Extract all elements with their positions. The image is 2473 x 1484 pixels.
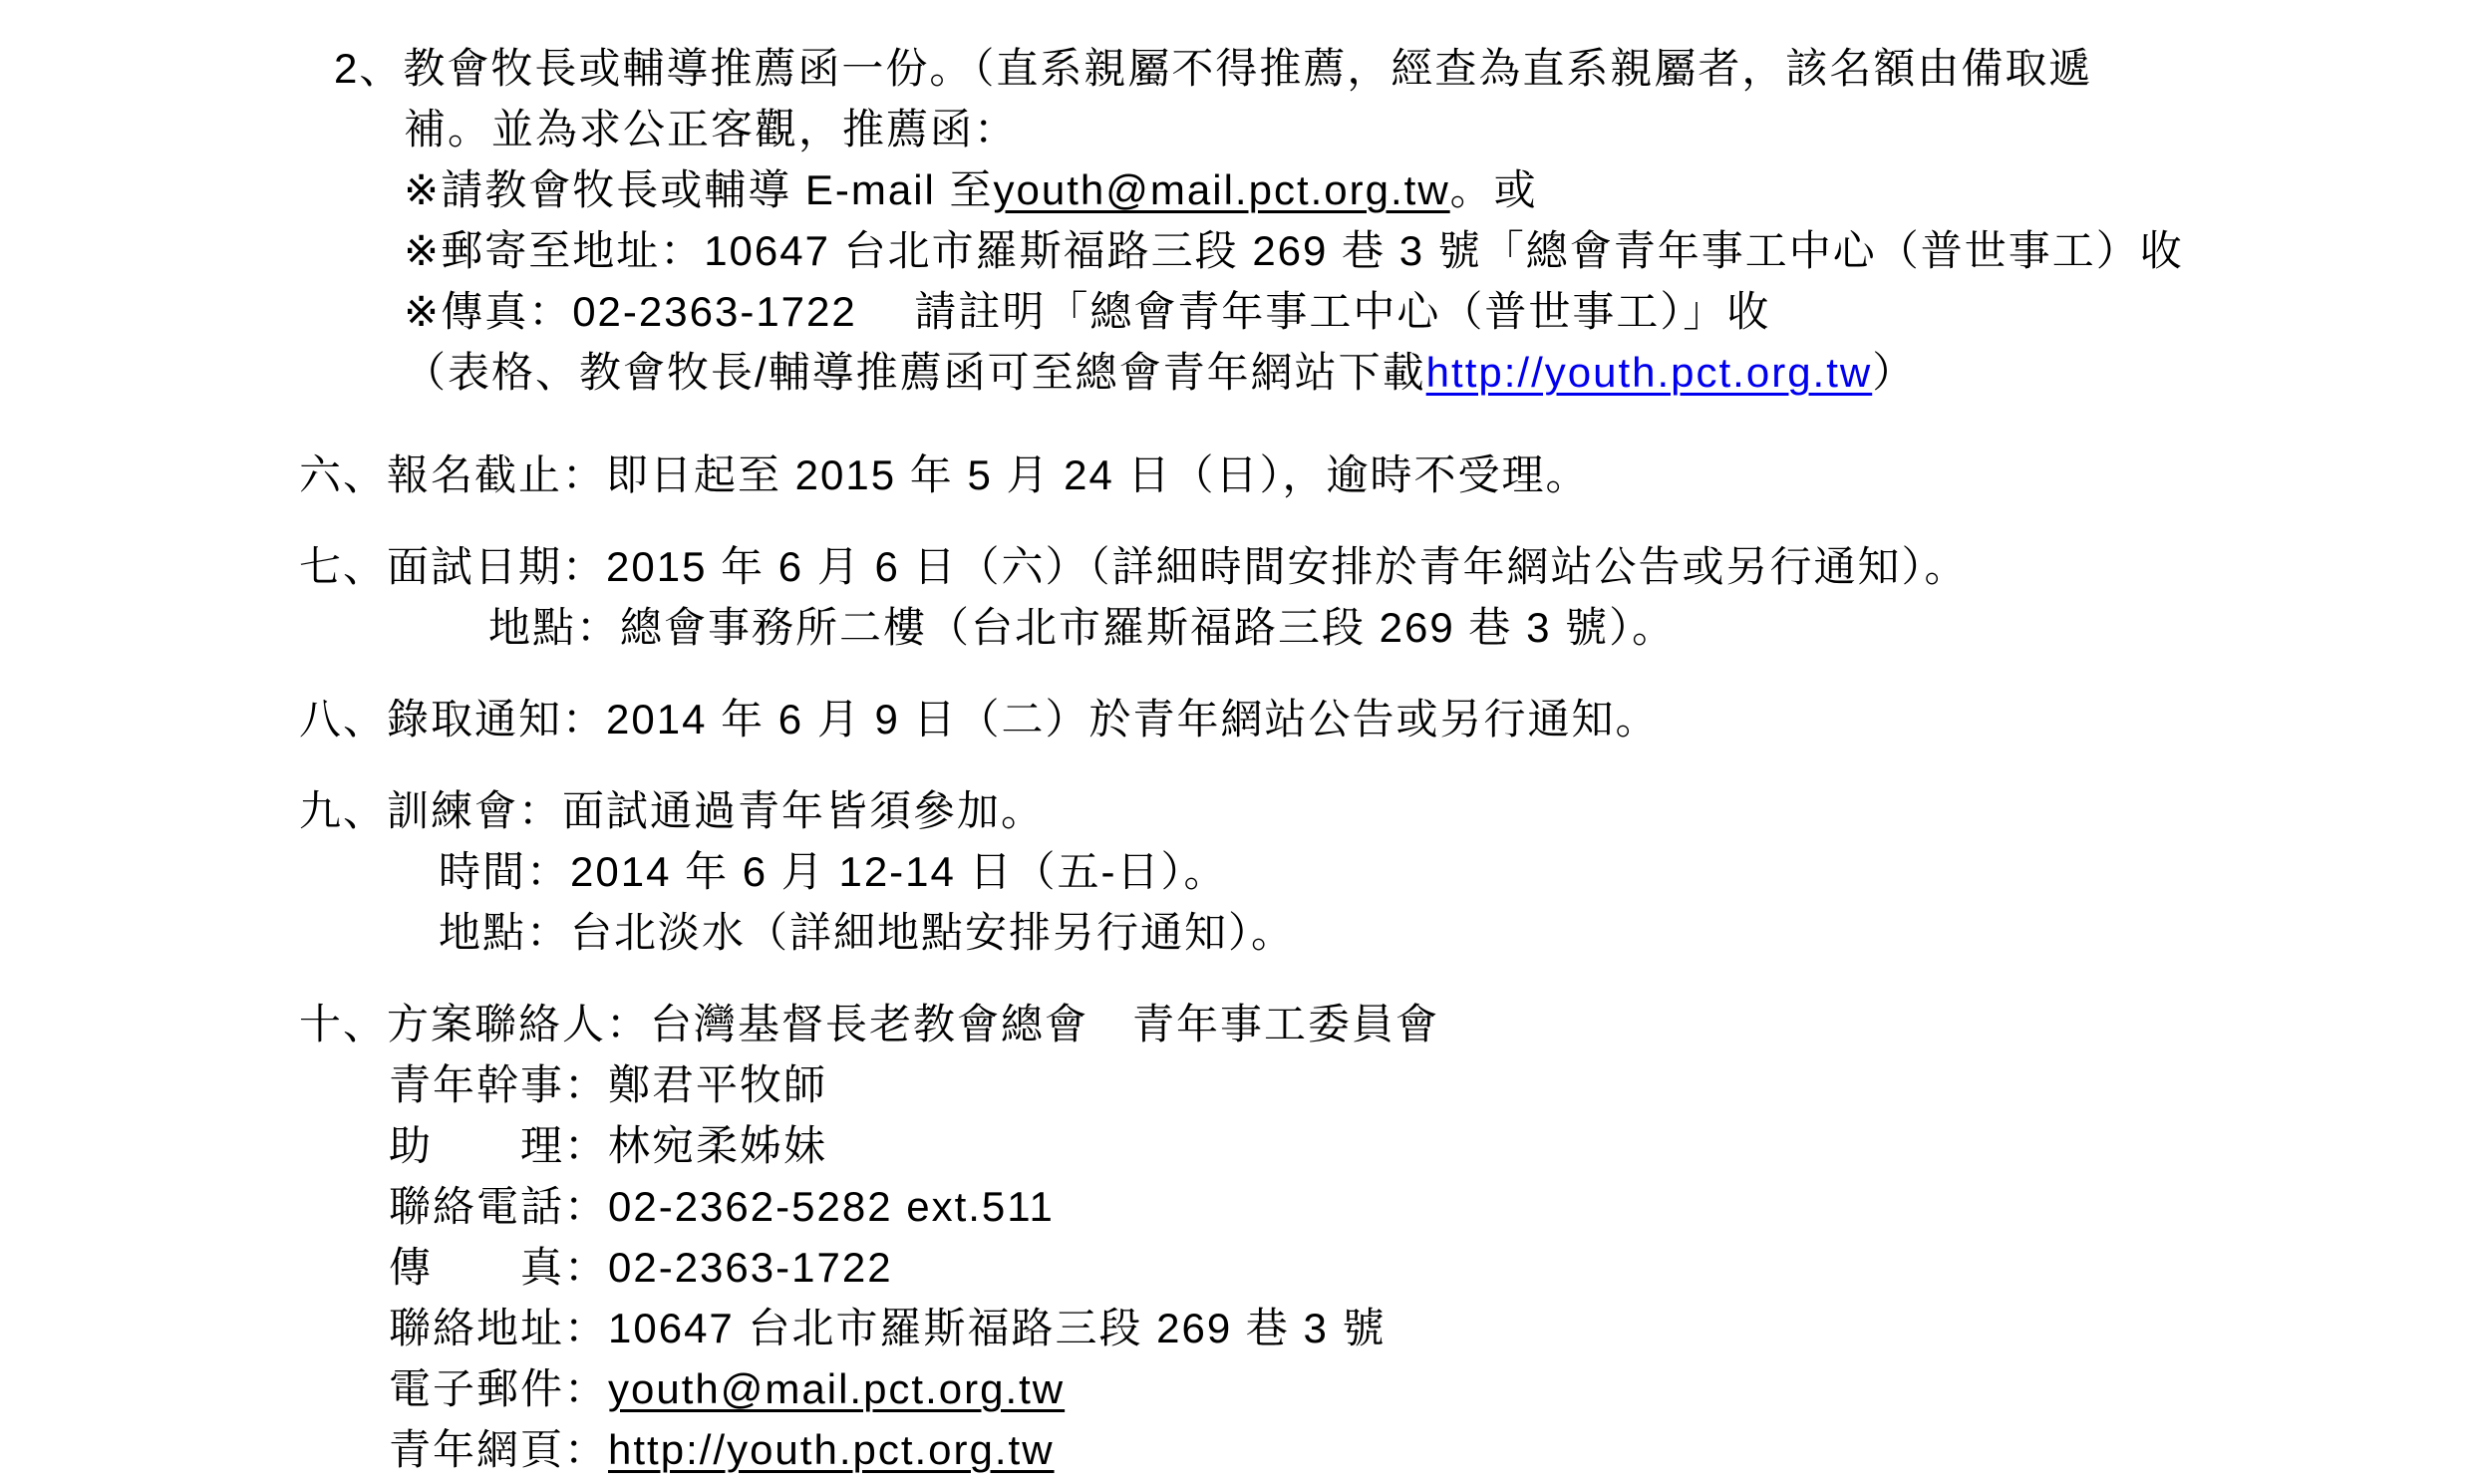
section-six-marker: 六、 <box>299 451 388 498</box>
item2-download-post: ） <box>1872 349 1917 396</box>
contact-assistant: 助 理：林宛柔姊妹 <box>389 1122 828 1169</box>
section-seven-marker: 七、 <box>299 543 388 590</box>
item2-line1 <box>334 38 2473 99</box>
section-seven-location: 地點：總會事務所二樓（台北市羅斯福路三段 269 巷 3 號）。 <box>488 604 1677 651</box>
section-nine-location: 地點：台北淡水（詳細地點安排另行通知）。 <box>439 909 1296 956</box>
contact-web-label: 青年網頁： <box>389 1426 609 1473</box>
item2-line1-text: 教會牧長或輔導推薦函一份。（直系親屬不得推薦，經查為直系親屬者，該名額由備取遞 <box>403 45 2093 92</box>
section-seven <box>0 536 2473 658</box>
section-nine-time: 時間：2014 年 6 月 12-14 日（五-日）。 <box>439 848 1228 895</box>
section-seven-text: 面試日期：2015 年 6 月 6 日（六）（詳細時間安排於青年網站公告或另行通知）。 <box>387 543 1969 590</box>
youth-website-link[interactable]: http://youth.pct.org.tw <box>1425 349 1873 396</box>
item2-marker: 2、 <box>334 45 404 92</box>
contact-web-link[interactable]: http://youth.pct.org.tw <box>608 1426 1055 1473</box>
section-nine-line <box>299 780 2473 841</box>
contact-email-label: 電子郵件： <box>389 1365 609 1412</box>
contact-email-line <box>389 1358 2473 1419</box>
item2-download-line <box>404 342 2473 403</box>
section-ten-text: 方案聯絡人：台灣基督長老教會總會 青年事工委員會 <box>387 1001 1440 1047</box>
item2-fax-line: ※傳真：02-2363-1722 請註明「總會青年事工中心（普世事工）」收 <box>404 288 1771 335</box>
section-eight-line <box>299 689 2473 749</box>
contact-staff: 青年幹事：鄭君平牧師 <box>389 1061 828 1108</box>
contact-fax: 傳 真：02-2363-1722 <box>389 1244 893 1291</box>
item2-email-line <box>404 159 2473 220</box>
contact-email-link[interactable]: youth@mail.pct.org.tw <box>608 1365 1066 1412</box>
section-nine-marker: 九、 <box>299 787 388 834</box>
section-eight-marker: 八、 <box>299 696 388 742</box>
contact-web-line <box>389 1419 2473 1480</box>
contact-phone: 聯絡電話：02-2362-5282 ext.511 <box>389 1183 1055 1230</box>
item2-email-pre: ※請教會牧長或輔導 E-mail 至 <box>404 166 994 213</box>
item2-block <box>0 38 2473 403</box>
section-ten-line <box>299 994 2473 1054</box>
contact-address: 聯絡地址：10647 台北市羅斯福路三段 269 巷 3 號 <box>389 1305 1387 1351</box>
item2-mail-line: ※郵寄至地址：10647 台北市羅斯福路三段 269 巷 3 號「總會青年事工中心（普世事工）收 <box>404 227 2184 274</box>
item2-email-post: 。或 <box>1449 166 1538 213</box>
section-six-text: 報名截止：即日起至 2015 年 5 月 24 日（日），逾時不受理。 <box>387 451 1590 498</box>
section-eight-text: 錄取通知：2014 年 6 月 9 日（二）於青年網站公告或另行通知。 <box>387 696 1660 742</box>
section-ten-marker: 十、 <box>299 1001 388 1047</box>
section-six <box>0 445 2473 505</box>
section-ten <box>0 994 2473 1480</box>
section-nine-text: 訓練會：面試通過青年皆須參加。 <box>387 787 1046 834</box>
section-seven-line <box>299 536 2473 597</box>
section-nine <box>0 780 2473 963</box>
section-eight <box>0 689 2473 749</box>
item2-line2: 補。並為求公正客觀，推薦函： <box>404 106 1019 152</box>
section-six-line <box>299 445 2473 505</box>
email-link[interactable]: youth@mail.pct.org.tw <box>993 166 1450 213</box>
item2-download-pre: （表格、教會牧長/輔導推薦函可至總會青年網站下載 <box>404 349 1426 396</box>
